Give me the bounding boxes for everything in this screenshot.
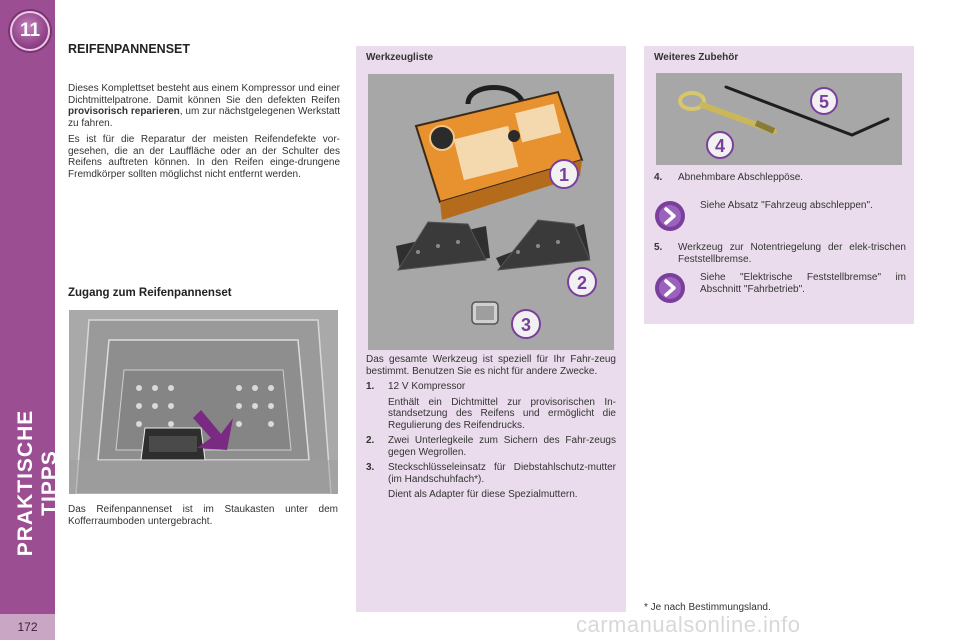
footnote: * Je nach Bestimmungsland.	[644, 602, 771, 613]
list-item-text: Zwei Unterlegkeile zum Sichern des Fahr-zeugs gegen Wegrollen.	[388, 435, 616, 458]
usage-paragraph: Es ist für die Reparatur der meisten Reifendefekte vor-gesehen, die an der Lauffläche oder an der Schulter des Reifens auftreten können. In den Reifen einge-drungene Fremdkörper sollten möglichst nicht entfernt werden.	[68, 134, 340, 180]
callout-1: 1	[558, 165, 570, 185]
section-title-vertical: PRAKTISCHE TIPPS	[14, 409, 61, 557]
tool-list-title: Werkzeugliste	[366, 52, 434, 63]
accessory-item-4	[654, 172, 906, 184]
accessory-item-text: Abnehmbare Abschleppöse.	[678, 172, 804, 183]
accessories-illustration	[656, 73, 902, 165]
tools-illustration	[368, 74, 614, 350]
trunk-caption: Das Reifenpannenset ist im Staukasten unter dem Kofferraumboden untergebracht.	[68, 504, 338, 527]
list-item	[366, 435, 616, 458]
watermark: carmanualsonline.info	[576, 612, 801, 637]
list-item-detail: Enthält ein Dichtmittel zur provisorischen In-standsetzung des Reifens und ermöglicht die Regulierung des Reifendrucks.	[388, 396, 616, 431]
intro-text-b: , um zur nächstgelegenen Werkstatt zu fahren.	[68, 106, 340, 129]
callout-3: 3	[520, 315, 532, 335]
see-also-text: Siehe "Elektrische Feststellbremse" im Abschnitt "Fahrbetrieb".	[700, 272, 906, 295]
list-item-text: Steckschlüsseleinsatz für Diebstahlschutz-mutter (im Handschuhfach*).	[388, 462, 616, 485]
tool-list-text	[366, 354, 616, 501]
tool-list-intro: Das gesamte Werkzeug ist speziell für Ihr Fahr-zeug bestimmt. Benutzen Sie es nicht für andere Zwecke.	[366, 354, 616, 377]
callout-4: 4	[714, 136, 726, 156]
accessory-item-text: Werkzeug zur Notentriegelung der elek-trischen Feststellbremse.	[678, 242, 906, 265]
page-title: REIFENPANNENSET	[68, 42, 191, 56]
see-also-text: Siehe Absatz "Fahrzeug abschleppen".	[700, 200, 873, 211]
intro-text-bold: provisorisch reparieren	[68, 106, 180, 117]
accessories-panel	[644, 46, 914, 324]
chapter-badge: 11	[10, 11, 50, 51]
see-also-parking-brake	[654, 272, 906, 295]
intro-paragraph	[68, 83, 340, 129]
tool-list-panel	[356, 46, 626, 612]
list-item-number: 1.	[366, 381, 375, 392]
column-intro	[68, 40, 340, 180]
list-item-text: 12 V Kompressor	[388, 381, 466, 392]
see-also-towing	[654, 200, 906, 212]
accessories-title: Weiteres Zubehör	[654, 52, 739, 63]
accessory-item-number: 5.	[654, 242, 663, 253]
accessory-item-number: 4.	[654, 172, 663, 183]
list-item-number: 3.	[366, 462, 375, 473]
arrow-right-icon	[654, 272, 686, 304]
list-item-detail: Dient als Adapter für diese Spezialmuttern.	[388, 489, 578, 500]
callout-5: 5	[818, 92, 830, 112]
accessory-item-5	[654, 242, 906, 265]
intro-text-a: Dieses Komplettset besteht aus einem Kompressor und einer Dichtmittelpatrone. Damit können Sie den defekten Reifen	[68, 83, 340, 106]
list-item-number: 2.	[366, 435, 375, 446]
page-number: 172	[0, 614, 55, 640]
list-item	[366, 462, 616, 501]
callout-2: 2	[576, 273, 588, 293]
access-subtitle: Zugang zum Reifenpannenset	[68, 287, 232, 299]
list-item	[366, 381, 616, 431]
arrow-right-icon	[654, 200, 686, 232]
trunk-illustration	[69, 310, 338, 494]
